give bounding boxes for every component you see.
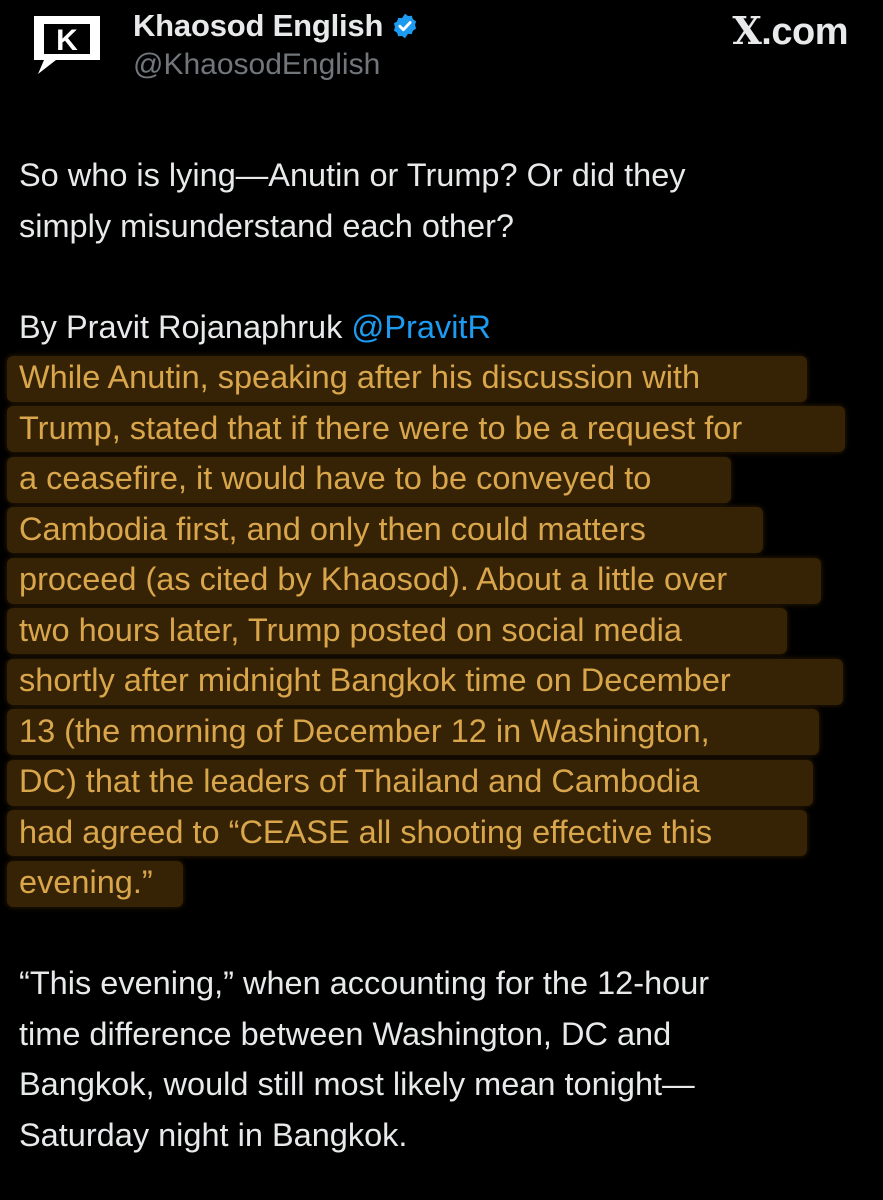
highlighted-line: DC) that the leaders of Thailand and Cambodia (19, 763, 700, 799)
intro-line-2: simply misunderstand each other? (19, 207, 514, 244)
highlighted-line: proceed (as cited by Khaosod). About a little over (19, 561, 728, 597)
closing-line: Saturday night in Bangkok. (19, 1116, 408, 1153)
closing-line: Bangkok, would still most likely mean tonight— (19, 1066, 695, 1102)
highlighted-line: Cambodia first, and only then could matters (19, 510, 646, 547)
post-header (0, 0, 883, 100)
highlighted-line: had agreed to “CEASE all shooting effective this (19, 813, 713, 850)
khaosod-logo-icon (30, 12, 104, 78)
byline-mention-link[interactable]: @PravitR (351, 308, 491, 345)
post-body (19, 150, 869, 1160)
highlighted-line: Trump, stated that if there were to be a request for (19, 409, 743, 446)
highlighted-line: two hours later, Trump posted on social media (19, 611, 682, 648)
highlighted-line: 13 (the morning of December 12 in Washington, (19, 712, 710, 749)
byline (19, 302, 869, 353)
logo-letter: K (56, 24, 78, 57)
x-logo-icon: X (732, 8, 762, 53)
highlighted-line: While Anutin, speaking after his discussion with (19, 359, 701, 395)
avatar[interactable] (30, 12, 104, 78)
closing-line: “This evening,” when accounting for the 12-hour (19, 965, 710, 1001)
closing-line: time difference between Washington, DC and (19, 1015, 672, 1052)
author-handle[interactable]: @KhaosodEnglish (133, 48, 381, 81)
highlighted-quote (11, 352, 861, 908)
verified-badge-icon (391, 12, 419, 40)
display-name[interactable]: Khaosod English (133, 8, 384, 43)
intro-line-1: So who is lying—Anutin or Trump? Or did they (19, 157, 686, 193)
highlighted-line: evening.” (19, 864, 153, 900)
byline-prefix: By Pravit Rojanaphruk (19, 308, 352, 345)
x-com-watermark (732, 8, 848, 54)
highlighted-line: a ceasefire, it would have to be conveyed to (19, 460, 652, 496)
highlighted-line: shortly after midnight Bangkok time on December (19, 662, 731, 698)
watermark-domain: .com (761, 11, 848, 53)
author-names (133, 6, 419, 82)
